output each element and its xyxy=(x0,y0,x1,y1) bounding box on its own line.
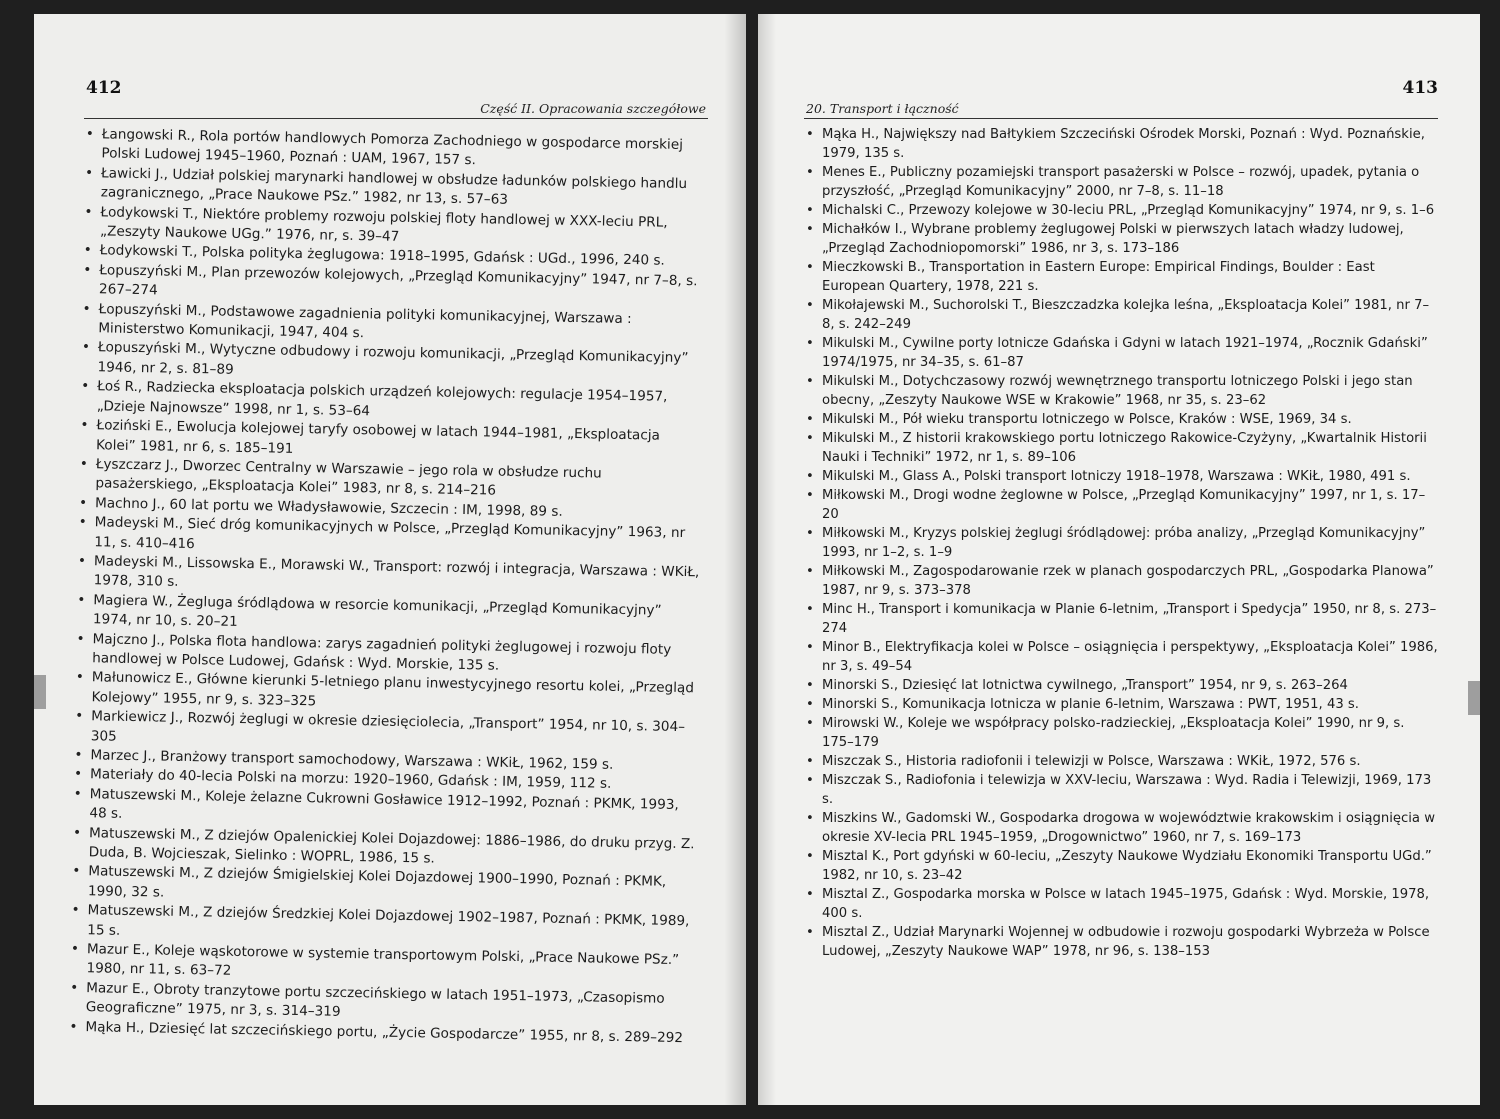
bibliography-entry: • Miłkowski M., Drogi wodne żeglowne w Polsce, „Przegląd Komunikacyjny” 1997, nr 1, s. 17–20 xyxy=(804,486,1438,524)
bibliography-entry: • Machno J., 60 lat portu we Władysławowie, Szczecin : IM, 1998, 89 s. xyxy=(77,494,701,525)
bibliography-entry: • Miłkowski M., Kryzys polskiej żeglugi śródlądowej: próba analizy, „Przegląd Komunikacyjny” 1993, nr 1–2, s. 1–9 xyxy=(804,524,1438,562)
bibliography-entry: • Markiewicz J., Rozwój żeglugi w okresie dziesięciolecia, „Transport” 1954, nr 10, s. 304–305 xyxy=(73,707,698,757)
bibliography-entry: • Łoś R., Radziecka eksploatacja polskich urządzeń kolejowych: regulacje 1954–1957, „Dzieje Najnowsze” 1998, nr 1, s. 53–64 xyxy=(79,377,704,427)
gutter-shadow xyxy=(724,14,746,1105)
bibliography-entry: • Małunowicz E., Główne kierunki 5-letniego planu inwestycyjnego resortu kolei, „Przegląd Kolejowy” 1955, nr 9, s. 323–325 xyxy=(73,668,698,718)
bibliography-entry: • Mazur E., Obroty tranzytowe portu szczecińskiego w latach 1951–1973, „Czasopismo Geograficzne” 1975, nr 3, s. 314–319 xyxy=(68,979,693,1029)
bibliography-entry: • Materiały do 40-lecia Polski na morzu: 1920–1960, Gdańsk : IM, 1959, 112 s. xyxy=(72,765,696,796)
bibliography-entry: • Madeyski M., Sieć dróg komunikacyjnych w Polsce, „Przegląd Komunikacyjny” 1963, nr 11, s. 410–416 xyxy=(76,513,701,563)
bibliography-entry: • Minorski S., Komunikacja lotnicza w planie 6-letnim, Warszawa : PWT, 1951, 43 s. xyxy=(804,695,1438,714)
bibliography-entry: • Michałków I., Wybrane problemy żeglugowej Polski w pierwszych latach władzy ludowej, „Przegląd Zachodniopomorski” 1986, nr 3, s. 173–186 xyxy=(804,220,1438,258)
bibliography-entry: • Minor B., Elektryfikacja kolei w Polsce – osiągnięcia i perspektywy, „Eksploatacja Kolei” 1986, nr 3, s. 49–54 xyxy=(804,638,1438,676)
page-number-left: 412 xyxy=(86,78,122,98)
thumb-index-tab-right xyxy=(1468,681,1480,715)
bibliography-entry: • Mikołajewski M., Suchorolski T., Bieszczadzka kolejka leśna, „Eksploatacja Kolei” 1981, nr 7–8, s. 242–249 xyxy=(804,296,1438,334)
bibliography-entry: • Misztal Z., Gospodarka morska w Polsce w latach 1945–1975, Gdańsk : Wyd. Morskie, 1978, 400 s. xyxy=(804,885,1438,923)
bibliography-list-right xyxy=(804,125,1438,961)
bibliography-entry: • Matuszewski M., Z dziejów Opalenickiej Kolei Dojazdowej: 1886–1986, do druku przyg. Z. Duda, B. Wojcieszak, Sielinko : WOPRL, 1986, 15 s. xyxy=(70,824,695,874)
bibliography-entry: • Misztal Z., Udział Marynarki Wojennej w odbudowie i rozwoju gospodarki Wybrzeża w Polsce Ludowej, „Zeszyty Naukowe WAP” 1978, nr 96, s. 138–153 xyxy=(804,923,1438,961)
bibliography-entry: • Łoziński E., Ewolucja kolejowej taryfy osobowej w latach 1944–1981, „Eksploatacja Kolei” 1981, nr 6, s. 185–191 xyxy=(78,416,703,466)
running-head-right xyxy=(804,78,1438,119)
bibliography-entry: • Majczno J., Polska flota handlowa: zarys zagadnień polityki żeglugowej i rozwoju floty handlowej w Polsce Ludowej, Gdańsk : Wyd. Morskie, 135 s. xyxy=(74,629,699,679)
bibliography-entry: • Minorski S., Dziesięć lat lotnictwa cywilnego, „Transport” 1954, nr 9, s. 263–264 xyxy=(804,676,1438,695)
bibliography-entry: • Miszkins W., Gadomski W., Gospodarka drogowa w województwie krakowskim i osiągnięcia w okresie XV-lecia PRL 1945–1959, „Drogownictwo” 1960, nr 7, s. 169–173 xyxy=(804,809,1438,847)
left-page xyxy=(34,14,746,1105)
bibliography-entry: • Madeyski M., Lissowska E., Morawski W., Transport: rozwój i integracja, Warszawa : WKiŁ, 1978, 310 s. xyxy=(75,552,700,602)
bibliography-entry: • Łopuszyński M., Wytyczne odbudowy i rozwoju komunikacji, „Przegląd Komunikacyjny” 1946, nr 2, s. 81–89 xyxy=(79,338,704,388)
running-head-title-left: Część II. Opracowania szczegółowe xyxy=(480,101,706,116)
bibliography-entry: • Matuszewski M., Z dziejów Śmigielskiej Kolei Dojazdowej 1900–1990, Poznań : PKMK, 1990, 32 s. xyxy=(70,862,695,912)
running-head-left xyxy=(84,78,708,119)
bibliography-entry: • Mikulski M., Pół wieku transportu lotniczego w Polsce, Kraków : WSE, 1969, 34 s. xyxy=(804,410,1438,429)
bibliography-entry: • Mikulski M., Dotychczasowy rozwój wewnętrznego transportu lotniczego Polski i jego stan obecny, „Zeszyty Naukowe WSE w Krakowie” 1968, nr 35, s. 23–62 xyxy=(804,372,1438,410)
bibliography-list-left xyxy=(67,125,708,1048)
bibliography-entry: • Miszczak S., Historia radiofonii i telewizji w Polsce, Warszawa : WKiŁ, 1972, 576 s. xyxy=(804,752,1438,771)
bibliography-entry: • Mirowski W., Koleje we współpracy polsko-radzieckiej, „Eksploatacja Kolei” 1990, nr 9, s. 175–179 xyxy=(804,714,1438,752)
bibliography-entry: • Magiera W., Żegluga śródlądowa w resorcie komunikacji, „Przegląd Komunikacyjny” 1974, nr 10, s. 20–21 xyxy=(75,591,700,641)
bibliography-entry: • Marzec J., Branżowy transport samochodowy, Warszawa : WKiŁ, 1962, 159 s. xyxy=(72,746,696,777)
bibliography-entry: • Matuszewski M., Koleje żelazne Cukrowni Gosławice 1912–1992, Poznań : PKMK, 1993, 48 s. xyxy=(71,785,696,835)
bibliography-entry: • Mikulski M., Glass A., Polski transport lotniczy 1918–1978, Warszawa : WKiŁ, 1980, 491 s. xyxy=(804,467,1438,486)
bibliography-entry: • Łangowski R., Rola portów handlowych Pomorza Zachodniego w gospodarce morskiej Polski Ludowej 1945–1960, Poznań : UAM, 1967, 157 s. xyxy=(83,125,708,175)
right-page xyxy=(758,14,1480,1105)
bibliography-entry: • Michalski C., Przewozy kolejowe w 30-leciu PRL, „Przegląd Komunikacyjny” 1974, nr 9, s. 1–6 xyxy=(804,201,1438,220)
bibliography-entry: • Miłkowski M., Zagospodarowanie rzek w planach gospodarczych PRL, „Gospodarka Planowa” 1987, nr 9, s. 373–378 xyxy=(804,562,1438,600)
bibliography-entry: • Mikulski M., Z historii krakowskiego portu lotniczego Rakowice-Czyżyny, „Kwartalnik Historii Nauki i Techniki” 1972, nr 1, s. 89–106 xyxy=(804,429,1438,467)
bibliography-entry: • Mazur E., Koleje wąskotorowe w systemie transportowym Polski, „Prace Naukowe PSz.” 1980, nr 11, s. 63–72 xyxy=(68,940,693,990)
bibliography-entry: • Ławicki J., Udział polskiej marynarki handlowej w obsłudze ładunków polskiego handlu zagranicznego, „Prace Naukowe PSz.” 1982, nr 13, s. 57–63 xyxy=(83,164,708,214)
bibliography-entry: • Mąka H., Największy nad Bałtykiem Szczeciński Ośrodek Morski, Poznań : Wyd. Poznańskie, 1979, 135 s. xyxy=(804,125,1438,163)
bibliography-entry: • Misztal K., Port gdyński w 60-leciu, „Zeszyty Naukowe Wydziału Ekonomiki Transportu UGd.” 1982, nr 10, s. 23–42 xyxy=(804,847,1438,885)
bibliography-entry: • Łopuszyński M., Podstawowe zagadnienia polityki komunikacyjnej, Warszawa : Ministerstwo Komunikacji, 1947, 404 s. xyxy=(80,300,705,350)
bibliography-entry: • Mieczkowski B., Transportation in Eastern Europe: Empirical Findings, Boulder : East European Quartery, 1978, 221 s. xyxy=(804,258,1438,296)
gutter-shadow xyxy=(758,14,776,1105)
bibliography-entry: • Łodykowski T., Polska polityka żeglugowa: 1918–1995, Gdańsk : UGd., 1996, 240 s. xyxy=(82,241,706,272)
bibliography-entry: • Mąka H., Dziesięć lat szczecińskiego portu, „Życie Gospodarcze” 1955, nr 8, s. 289–292 xyxy=(67,1018,691,1049)
bibliography-entry: • Minc H., Transport i komunikacja w Planie 6-letnim, „Transport i Spedycja” 1950, nr 8, s. 273–274 xyxy=(804,600,1438,638)
page-number-right: 413 xyxy=(1402,78,1438,98)
bibliography-entry: • Matuszewski M., Z dziejów Średzkiej Kolei Dojazdowej 1902–1987, Poznań : PKMK, 1989, 15 s. xyxy=(69,901,694,951)
running-head-title-right: 20. Transport i łączność xyxy=(806,101,959,116)
bibliography-entry: • Miszczak S., Radiofonia i telewizja w XXV-leciu, Warszawa : Wyd. Radia i Telewizji, 1969, 173 s. xyxy=(804,771,1438,809)
bibliography-entry: • Łodykowski T., Niektóre problemy rozwoju polskiej floty handlowej w XXX-leciu PRL, „Zeszyty Naukowe UGg.” 1976, nr, s. 39–47 xyxy=(82,203,707,253)
bibliography-entry: • Łyszczarz J., Dworzec Centralny w Warszawie – jego rola w obsłudze ruchu pasażerskiego, „Eksploatacja Kolei” 1983, nr 8, s. 214–216 xyxy=(77,455,702,505)
bibliography-entry: • Mikulski M., Cywilne porty lotnicze Gdańska i Gdyni w latach 1921–1974, „Rocznik Gdański” 1974/1975, nr 34–35, s. 61–87 xyxy=(804,334,1438,372)
bibliography-entry: • Menes E., Publiczny pozamiejski transport pasażerski w Polsce – rozwój, upadek, pytania o przyszłość, „Przegląd Komunikacyjny” 2000, nr 7–8, s. 11–18 xyxy=(804,163,1438,201)
bibliography-entry: • Łopuszyński M., Plan przewozów kolejowych, „Przegląd Komunikacyjny” 1947, nr 7–8, s. 267–274 xyxy=(81,261,706,311)
thumb-index-tab-left xyxy=(34,675,46,709)
